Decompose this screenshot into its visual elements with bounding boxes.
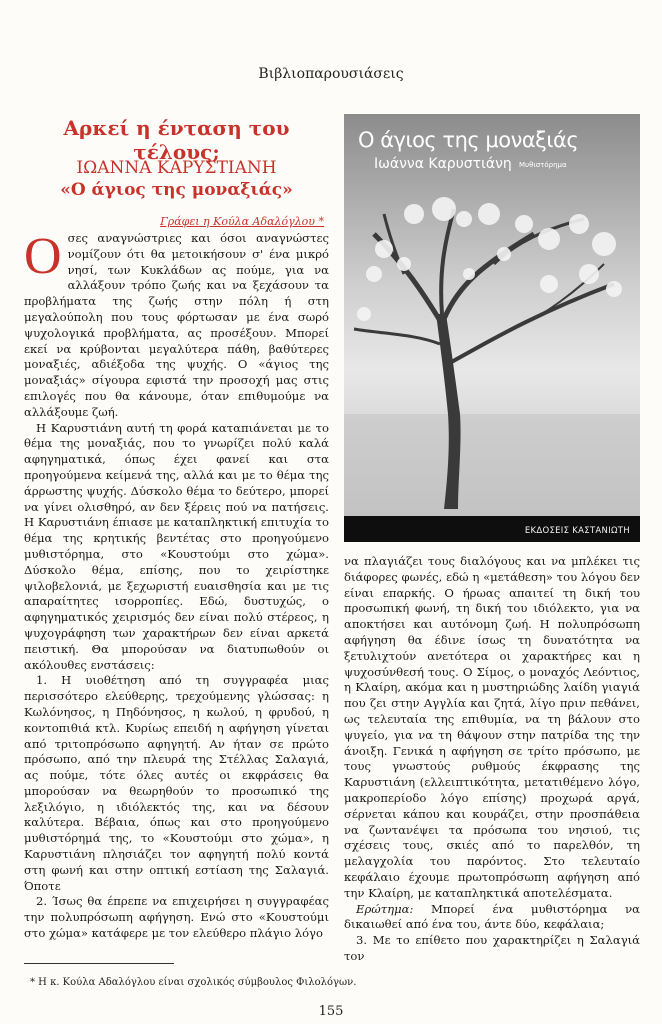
footnote-divider [24, 963, 174, 964]
intro-paragraph [24, 228, 329, 421]
cover-publisher: ΕΚΔΟΣΕΙΣ ΚΑΣΤΑΝΙΩΤΗ [524, 526, 630, 536]
cover-genre: Μυθιστόρημα [519, 161, 567, 169]
article-byline: Γράφει η Κούλα Αδαλόγλου * [160, 215, 324, 228]
page-number: 155 [318, 1004, 344, 1019]
paragraph: 1. Η υιοθέτηση από τη συγγραφέα μιας περισσότερο ελεύθερης, τρεχούμενης γλώσσας: η Κωλόνησος, η Πηδόνησος, η κωλού, η φρυδού, η κοντοπιθιά κτλ. Κυρίως επειδή η αφήγηση γίνεται από τριτοπρόσωπο αφηγητή. Αν ήταν σε πρώτο πρόσωπο, από την πλευρά της Στέλλας Σαλαγιά, ας πούμε, τότε όλες αυτές οι εκφράσεις θα μπορούσαν να θεωρηθούν το προσωπικό της λεξιλόγιο, η ιδιόλεκτός της, και να δέσουν καλύτερα. Βέβαια, όπως και στο προηγούμενο μυθιστόρημά της, το «Κουστούμι στο χώμα», η Καρυστιάνη πλησιάζει τον αφηγητή πολύ κοντά στη φωνή και στην οπτική εστίαση της Σαλαγιά. Όποτε [24, 673, 329, 893]
footnote: * Η κ. Κούλα Αδαλόγλου είναι σχολικός σύμβουλος Φιλολόγων. [30, 977, 357, 988]
paragraph-text: σες αναγνώστριες και όσοι αναγνώστες νομίζουν ότι θα μετοικήσουν σ' ένα μικρό νησί, των Κυκλάδων ας πούμε, για να αλλάξουν τρόπο ζωής και να ξεχάσουν τα προβλήματα της ζωής στην πόλη ή στη μεγαλούπολη που τους φόρτωσαν με ένα σωρό ψυχολογικά προβλήματα, ας προσέξουν. Μπορεί εκεί να κρύβονται μεγαλύτερα πάθη, βαθύτερες μοναξιές, αδιέξοδα της ψυχής. Ο «άγιος της μοναξιάς» σίγουρα εφιστά την προσοχή μας στις επιλογές που θα κάνουμε, όταν επιθυμούμε να αλλάξουμε ζωή. [24, 231, 329, 419]
left-column [24, 228, 329, 942]
question-label: Ερώτημα: [356, 901, 414, 916]
book-title: «Ο άγιος της μοναξιάς» [60, 180, 293, 200]
cover-title: Ο άγιος της μοναξιάς [358, 128, 579, 152]
book-author: ΙΩΑΝΝΑ ΚΑΡΥΣΤΙΑΝΗ [76, 158, 277, 178]
paragraph: να πλαγιάζει τους διαλόγους και να μπλέκει τις διάφορες φωνές, εδώ η «μετάθεση» του λόγου δεν είναι επαρκής. Ο ήρωας απαιτεί τη δική του προσωπική φωνή, τη δική του ιδιόλεκτο, για να αποκτήσει και αυτόνομη ζωή. Η πολυπρόσωπη αφήγηση θα έδινε ίσως τη δυνατότητα να ξετυλιχτούν ανετότερα οι χαρακτήρες και η ψυχοσύνθεσή τους. Ο Σίμος, ο μοναχός Λεόντιος, η Κλαίρη, ακόμα και η μυστηριώδης λαίδη γιαγιά που ζει στην Αγγλία και ζητά, λίγο πριν πεθάνει, ως τελευταία της επιθυμία, να τη βάλουν στο ψυγείο, για να τη θάψουν στην πατρίδα της την άνοιξη. Γενικά η αφήγηση σε τρίτο πρόσωπο, με τους γνωστούς ρυθμούς έκφρασης της Καρυστιάνη (ελλειπτικότητα, μετατιθέμενο λόγο, μακροπερίοδο λόγο επίσης) προχωρά αργά, σέρνεται κάπου και κουράζει, στην προσπάθεια να ζωντανέψει τα πρόσωπα του νησιού, τις σχέσεις τους, σκιές από το παρελθόν, τη μελαγχολία του παρόντος. Στο τελευταίο κεφάλαιο έχουμε πρωτοπρόσωπη αφήγηση από την Κλαίρη, με καταπληκτικά αποτελέσματα. [344, 554, 640, 900]
question-paragraph [344, 902, 640, 934]
paragraph: Η Καρυστιάνη αυτή τη φορά καταπιάνεται με το θέμα της μοναξιάς, που το γνωρίζει πολύ καλά αφηγηματικά, όπως έχει φανεί και στα προηγούμενα κείμενά της, αλλά και με το θέμα της άρρωστης ψυχής. Δύσκολο θέμα το δεύτερο, μπορεί να γίνει ολισθηρό, αν δεν ξέρεις πού να πατήσεις. Η Καρυστιάνη έπιασε με καταπληκτική επιτυχία το θέμα της κρητικής βεντέτας στο προηγούμενο μυθιστόρημα, στο «Κουστούμι στο χώμα». Δύσκολο θέμα, επίσης, που το χειρίστηκε ψιλοβελονιά, με ξεχωριστή ευαισθησία και με τις απαραίτητες ισορροπίες. Εδώ, δυστυχώς, ο αφηγηματικός χειρισμός δεν είναι πολύ στέρεος, η ψυχογράφηση των χαρακτήρων δεν είναι αρκετά πειστική. Θα μπορούσαν να διατυπωθούν οι ακόλουθες ενστάσεις: [24, 420, 329, 672]
right-column [344, 554, 640, 965]
question-text: Μπορεί ένα μυθιστόρημα να δικαιωθεί από ένα του, άντε δύο, κεφάλαια; [344, 901, 640, 932]
paragraph: 2. Ίσως θα έπρεπε να επιχειρήσει η συγγραφέας την πολυπρόσωπη αφήγηση. Ενώ στο «Κουστούμι στο χώμα» κατάφερε με τον ελεύθερο πλάγιο λόγο [24, 894, 329, 941]
paragraph: 3. Με το επίθετο που χαρακτηρίζει η Σαλαγιά τον [344, 933, 640, 963]
tree-illustration [344, 114, 640, 542]
section-header: Βιβλιοπαρουσιάσεις [258, 66, 404, 82]
drop-cap: Ο [24, 228, 62, 285]
cover-author: Ιωάννα Καρυστιάνη [374, 156, 512, 172]
article-title: Αρκεί η ένταση του τέλους; [63, 116, 290, 164]
book-cover-image [344, 114, 640, 542]
